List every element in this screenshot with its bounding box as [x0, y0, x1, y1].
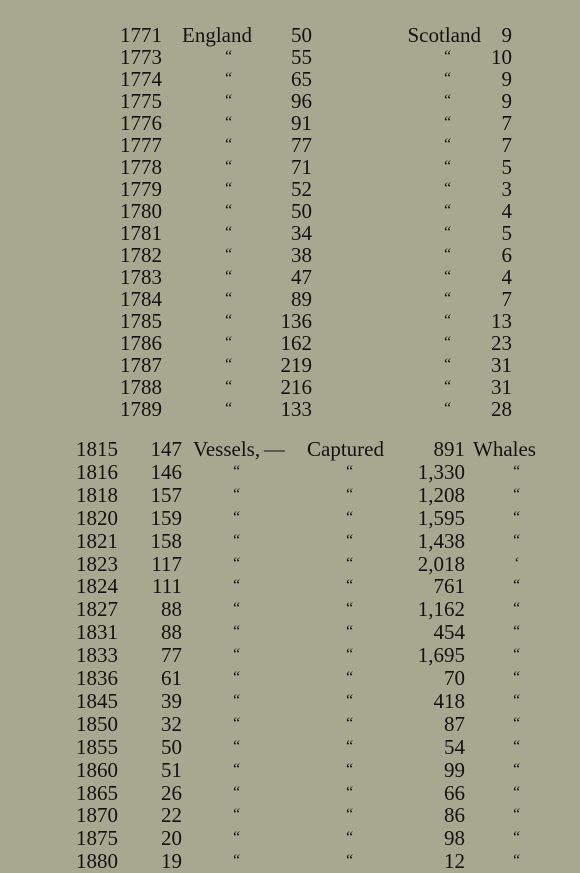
england-value-cell: 133 — [280, 397, 312, 421]
scotland-value-cell: 5 — [501, 221, 512, 245]
england-label-cell: “ — [223, 400, 233, 417]
whales-label-cell: “ — [511, 485, 521, 503]
scotland-label-cell: “ — [442, 312, 452, 329]
england-label-cell: “ — [223, 158, 233, 175]
vessels-cell: 26 — [161, 780, 182, 805]
whales-label-cell: “ — [511, 783, 521, 801]
whales-label-cell: “ — [511, 646, 521, 664]
vessels-cell: 19 — [161, 849, 182, 873]
scotland-label-cell: “ — [442, 268, 452, 285]
captured-label-cell: “ — [344, 669, 354, 686]
year-cell: 1775 — [120, 89, 162, 113]
whales-label-cell: “ — [511, 623, 521, 641]
captured-label-cell: “ — [344, 577, 354, 595]
whales-cell: 1,438 — [417, 528, 465, 553]
captured-label-cell: “ — [344, 852, 354, 870]
whales-label-cell: “ — [511, 714, 521, 732]
vessels-label-cell: “ — [231, 508, 241, 526]
scotland-value-cell: 9 — [501, 67, 512, 91]
captured-label-cell: Captured — [307, 437, 384, 461]
table-row — [0, 782, 580, 804]
scotland-value-cell: 9 — [501, 23, 512, 47]
vessels-cell: 111 — [152, 574, 182, 599]
table-row — [0, 376, 580, 398]
whales-cell: 99 — [444, 757, 465, 782]
vessels-label-cell: “ — [231, 600, 241, 618]
whales-label-cell: “ — [511, 806, 521, 824]
scotland-value-cell: 13 — [491, 309, 512, 333]
vessels-label-cell: “ — [231, 485, 241, 503]
whales-cell: 454 — [433, 620, 465, 645]
whales-cell: 12 — [444, 849, 465, 873]
year-cell: 1774 — [120, 67, 162, 91]
year-cell: 1865 — [76, 780, 118, 805]
table-row — [0, 575, 580, 597]
year-cell: 1778 — [120, 155, 162, 179]
england-label-cell: “ — [223, 136, 233, 153]
whales-cell: 418 — [433, 688, 465, 713]
whales-cell: 761 — [433, 574, 465, 599]
england-label-cell: England — [182, 23, 252, 47]
england-label-cell: “ — [223, 202, 233, 219]
scotland-label-cell: “ — [442, 48, 452, 65]
england-label-cell: “ — [223, 70, 233, 87]
vessels-label-cell: “ — [231, 829, 241, 847]
scotland-label-cell: “ — [442, 92, 452, 109]
scotland-label-cell: “ — [442, 70, 452, 87]
whales-cell: 86 — [444, 803, 465, 828]
england-value-cell: 96 — [291, 89, 312, 113]
whales-label-cell: “ — [511, 462, 521, 480]
england-value-cell: 38 — [291, 243, 312, 267]
whales-label-cell: “ — [511, 691, 521, 709]
vessels-label-cell: “ — [231, 623, 241, 641]
scotland-value-cell: 31 — [491, 353, 512, 377]
table-row — [0, 46, 580, 68]
table-row — [0, 112, 580, 134]
table-row — [0, 598, 580, 620]
table-row — [0, 804, 580, 826]
vessels-label-cell: “ — [231, 577, 241, 595]
vessels-label-cell: “ — [231, 783, 241, 801]
captured-label-cell: “ — [344, 600, 354, 618]
england-value-cell: 34 — [291, 221, 312, 245]
table-row — [0, 736, 580, 758]
whales-label-cell: “ — [511, 531, 521, 549]
table-row — [0, 850, 580, 872]
whales-cell: 1,330 — [417, 459, 465, 484]
england-label-cell: “ — [223, 312, 233, 329]
table-row — [0, 438, 580, 460]
dash-cell: — — [264, 437, 285, 461]
whales-cell: 66 — [444, 780, 465, 805]
table-row — [0, 398, 580, 420]
whales-label-cell: “ — [511, 829, 521, 847]
year-cell: 1773 — [120, 45, 162, 69]
whales-label-cell: “ — [511, 508, 521, 526]
year-cell: 1786 — [120, 331, 162, 355]
table-row — [0, 178, 580, 200]
year-cell: 1784 — [120, 287, 162, 311]
england-label-cell: “ — [223, 334, 233, 351]
whales-label-cell: “ — [511, 600, 521, 618]
scotland-value-cell: 3 — [501, 177, 512, 201]
vessels-cell: 77 — [161, 643, 182, 668]
scotland-label-cell: “ — [442, 290, 452, 307]
year-cell: 1783 — [120, 265, 162, 289]
whales-label-cell: Whales — [473, 437, 536, 461]
scotland-value-cell: 28 — [491, 397, 512, 421]
vessels-cell: 117 — [151, 551, 182, 576]
captured-label-cell: “ — [344, 554, 354, 572]
captured-label-cell: “ — [344, 737, 354, 755]
vessels-label-cell: “ — [231, 646, 241, 664]
year-cell: 1880 — [76, 849, 118, 873]
year-cell: 1818 — [76, 482, 118, 507]
year-cell: 1781 — [120, 221, 162, 245]
vessels-label-cell: “ — [231, 714, 241, 732]
year-cell: 1855 — [76, 734, 118, 759]
whales-cell: 1,208 — [417, 482, 465, 507]
vessels-label-cell: “ — [231, 760, 241, 778]
vessels-label-cell: “ — [231, 806, 241, 824]
year-cell: 1785 — [120, 309, 162, 333]
table-row — [0, 156, 580, 178]
scotland-label-cell: “ — [442, 400, 452, 417]
scotland-value-cell: 23 — [491, 331, 512, 355]
england-value-cell: 55 — [291, 45, 312, 69]
scotland-label-cell: “ — [442, 356, 452, 373]
scotland-label-cell: “ — [442, 180, 452, 197]
year-cell: 1820 — [76, 505, 118, 530]
vessels-cell: 20 — [161, 826, 182, 851]
table-row — [0, 90, 580, 112]
whales-cell: 70 — [444, 666, 465, 690]
year-cell: 1860 — [76, 757, 118, 782]
captured-label-cell: “ — [344, 646, 354, 664]
year-cell: 1845 — [76, 688, 118, 713]
vessels-cell: 32 — [161, 711, 182, 736]
england-label-cell: “ — [223, 224, 233, 241]
england-value-cell: 216 — [280, 375, 312, 399]
scotland-value-cell: 7 — [501, 287, 512, 311]
year-cell: 1831 — [76, 620, 118, 645]
table-row — [0, 288, 580, 310]
vessels-label-cell: “ — [231, 531, 241, 549]
scotland-label-cell: “ — [442, 246, 452, 263]
vessels-label-cell: “ — [231, 669, 241, 686]
england-value-cell: 50 — [291, 199, 312, 223]
year-cell: 1777 — [120, 133, 162, 157]
table-row — [0, 244, 580, 266]
captured-label-cell: “ — [344, 806, 354, 824]
vessels-label-cell: “ — [231, 691, 241, 709]
vessels-cell: 147 — [150, 437, 182, 461]
vessels-cell: 39 — [161, 688, 182, 713]
whales-cell: 98 — [444, 826, 465, 851]
vessels-cell: 158 — [150, 528, 182, 553]
scotland-value-cell: 10 — [491, 45, 512, 69]
scotland-label-cell: “ — [442, 334, 452, 351]
scotland-value-cell: 4 — [501, 265, 512, 289]
england-label-cell: “ — [223, 246, 233, 263]
scotland-label-cell: “ — [442, 158, 452, 175]
vessels-label-cell: Vessels, — [193, 437, 261, 461]
captured-label-cell: “ — [344, 623, 354, 641]
england-value-cell: 77 — [291, 133, 312, 157]
table-row — [0, 667, 580, 689]
year-cell: 1870 — [76, 803, 118, 828]
whales-cell: 1,595 — [417, 505, 465, 530]
whales-label-cell: “ — [511, 760, 521, 778]
year-cell: 1789 — [120, 397, 162, 421]
captured-label-cell: “ — [344, 691, 354, 709]
table-row — [0, 644, 580, 666]
table-row — [0, 713, 580, 735]
scotland-value-cell: 9 — [501, 89, 512, 113]
whales-label-cell: “ — [511, 737, 521, 755]
england-label-cell: “ — [223, 180, 233, 197]
england-value-cell: 47 — [291, 265, 312, 289]
table-row — [0, 134, 580, 156]
vessels-label-cell: “ — [231, 737, 241, 755]
table-row — [0, 354, 580, 376]
year-cell: 1833 — [76, 643, 118, 668]
england-value-cell: 162 — [280, 331, 312, 355]
england-value-cell: 52 — [291, 177, 312, 201]
year-cell: 1787 — [120, 353, 162, 377]
whales-cell: 891 — [433, 437, 465, 461]
vessels-cell: 146 — [150, 459, 182, 484]
captured-label-cell: “ — [344, 829, 354, 847]
year-cell: 1779 — [120, 177, 162, 201]
table-row — [0, 200, 580, 222]
whales-cell: 87 — [444, 711, 465, 736]
year-cell: 1836 — [76, 666, 118, 690]
table-row — [0, 484, 580, 506]
table-row — [0, 461, 580, 483]
table-row — [0, 310, 580, 332]
scotland-value-cell: 5 — [501, 155, 512, 179]
england-value-cell: 91 — [291, 111, 312, 135]
table-row — [0, 530, 580, 552]
scotland-value-cell: 6 — [501, 243, 512, 267]
table-row — [0, 266, 580, 288]
scotland-label-cell: Scotland — [407, 23, 481, 47]
england-label-cell: “ — [223, 290, 233, 307]
vessels-cell: 159 — [150, 505, 182, 530]
year-cell: 1776 — [120, 111, 162, 135]
scotland-value-cell: 4 — [501, 199, 512, 223]
england-label-cell: “ — [223, 114, 233, 131]
vessels-label-cell: “ — [231, 554, 241, 572]
vessels-cell: 88 — [161, 620, 182, 645]
year-cell: 1780 — [120, 199, 162, 223]
scotland-label-cell: “ — [442, 378, 452, 395]
vessels-cell: 157 — [150, 482, 182, 507]
england-value-cell: 219 — [280, 353, 312, 377]
year-cell: 1782 — [120, 243, 162, 267]
whales-label-cell: ‘ — [513, 554, 519, 572]
captured-label-cell: “ — [344, 462, 354, 480]
whales-label-cell: “ — [511, 577, 521, 595]
table-row — [0, 690, 580, 712]
scotland-value-cell: 7 — [501, 111, 512, 135]
captured-label-cell: “ — [344, 531, 354, 549]
scotland-label-cell: “ — [442, 202, 452, 219]
year-cell: 1771 — [120, 23, 162, 47]
year-cell: 1875 — [76, 826, 118, 851]
england-label-cell: “ — [223, 378, 233, 395]
table-row — [0, 507, 580, 529]
vessels-label-cell: “ — [231, 852, 241, 870]
captured-label-cell: “ — [344, 783, 354, 801]
year-cell: 1816 — [76, 459, 118, 484]
vessels-cell: 50 — [161, 734, 182, 759]
year-cell: 1788 — [120, 375, 162, 399]
whales-label-cell: “ — [511, 852, 521, 870]
whales-cell: 1,695 — [417, 643, 465, 668]
england-label-cell: “ — [223, 268, 233, 285]
vessels-cell: 88 — [161, 597, 182, 622]
england-value-cell: 50 — [291, 23, 312, 47]
scotland-label-cell: “ — [442, 114, 452, 131]
vessels-label-cell: “ — [231, 462, 241, 480]
table-row — [0, 759, 580, 781]
table-row — [0, 827, 580, 849]
year-cell: 1827 — [76, 597, 118, 622]
vessels-cell: 61 — [161, 666, 182, 690]
year-cell: 1824 — [76, 574, 118, 599]
table-row — [0, 332, 580, 354]
vessels-cell: 51 — [161, 757, 182, 782]
whales-cell: 2,018 — [417, 551, 465, 576]
table-row — [0, 553, 580, 575]
scotland-value-cell: 31 — [491, 375, 512, 399]
year-cell: 1823 — [76, 551, 118, 576]
england-value-cell: 89 — [291, 287, 312, 311]
table-row — [0, 68, 580, 90]
scotland-label-cell: “ — [442, 224, 452, 241]
table-row — [0, 24, 580, 46]
year-cell: 1815 — [76, 437, 118, 461]
scotland-label-cell: “ — [442, 136, 452, 153]
whales-cell: 1,162 — [417, 597, 465, 622]
vessels-cell: 22 — [161, 803, 182, 828]
england-value-cell: 71 — [291, 155, 312, 179]
year-cell: 1850 — [76, 711, 118, 736]
table-row — [0, 222, 580, 244]
captured-label-cell: “ — [344, 760, 354, 778]
england-value-cell: 136 — [280, 309, 312, 333]
england-value-cell: 65 — [291, 67, 312, 91]
year-cell: 1821 — [76, 528, 118, 553]
captured-label-cell: “ — [344, 714, 354, 732]
england-label-cell: “ — [223, 356, 233, 373]
whales-label-cell: “ — [511, 669, 521, 686]
table-row — [0, 621, 580, 643]
captured-label-cell: “ — [344, 508, 354, 526]
captured-label-cell: “ — [344, 485, 354, 503]
scotland-value-cell: 7 — [501, 133, 512, 157]
whales-cell: 54 — [444, 734, 465, 759]
england-label-cell: “ — [223, 48, 233, 65]
england-label-cell: “ — [223, 92, 233, 109]
